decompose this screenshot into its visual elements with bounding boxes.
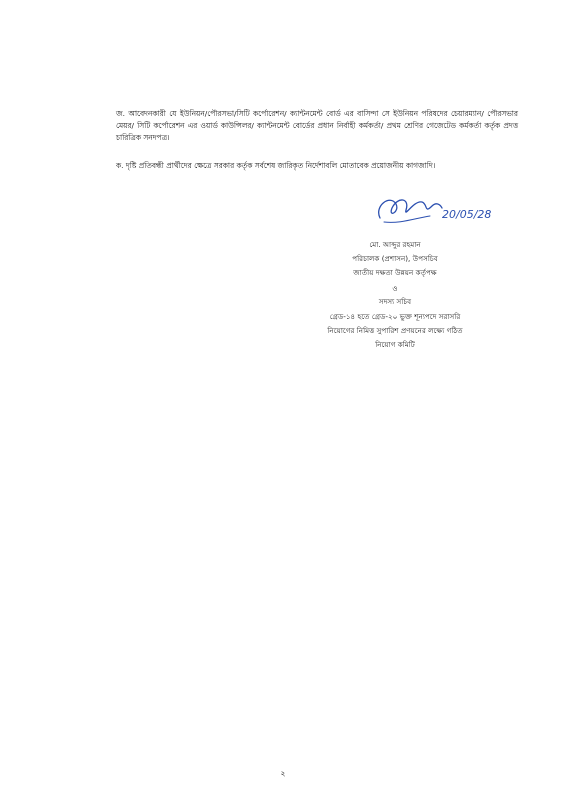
clause-k: ক. দৃষ্টি প্রতিবন্ধী প্রার্থীদের ক্ষেত্রে সরকার কর্তৃক সর্বশেষ জারিকৃত নির্দেশাবলি মোতাবেক প্রয়োজনীয় কাগজাদি। (116, 161, 436, 170)
signatory-name: মো. আব্দুর রহমান (369, 240, 421, 249)
signatory-designation: পরিচালক (প্রশাসন), উপসচিব (352, 254, 438, 263)
signatory-conjunction: ও (392, 284, 398, 293)
committee-line-1: গ্রেড-১৪ হতে গ্রেড-২০ ভুক্ত শূন্যপদে সরাসরি (329, 312, 461, 321)
committee-line-2: নিয়োগের নিমিত্ত সুপারিশ প্রণয়নের লক্ষ্যে গঠিত (327, 326, 463, 335)
handwritten-signature (370, 188, 500, 228)
committee-line-3: নিয়োগ কমিটি (375, 340, 415, 349)
signatory-role: সদস্য সচিব (378, 297, 412, 306)
signatory-organization: জাতীয় দক্ষতা উন্নয়ন কর্তৃপক্ষ (353, 268, 437, 277)
clause-j: জ. আবেদনকারী যে ইউনিয়ন/পৌরসভা/সিটি কর্পোরেশন/ ক্যান্টনমেন্ট বোর্ড এর বাসিন্দা সে ইউনিয়ন পরিষদের চেয়ারম্যান/ পৌরসভার মেয়র/ সিটি কর্পোরেশন এর ওয়ার্ড কাউন্সিলর/ ক্যান্টনমেন্ট বোর্ডের প্রধান নির্বাহী কর্মকর্তা/ প্রথম শ্রেণির গেজেটেড কর্মকর্তা কর্তৃক প্রদত্ত চারিত্রিক সনদপত্র। (116, 109, 518, 142)
page-number: ২ (280, 769, 286, 778)
signature-date: 20/05/28 (442, 208, 492, 221)
